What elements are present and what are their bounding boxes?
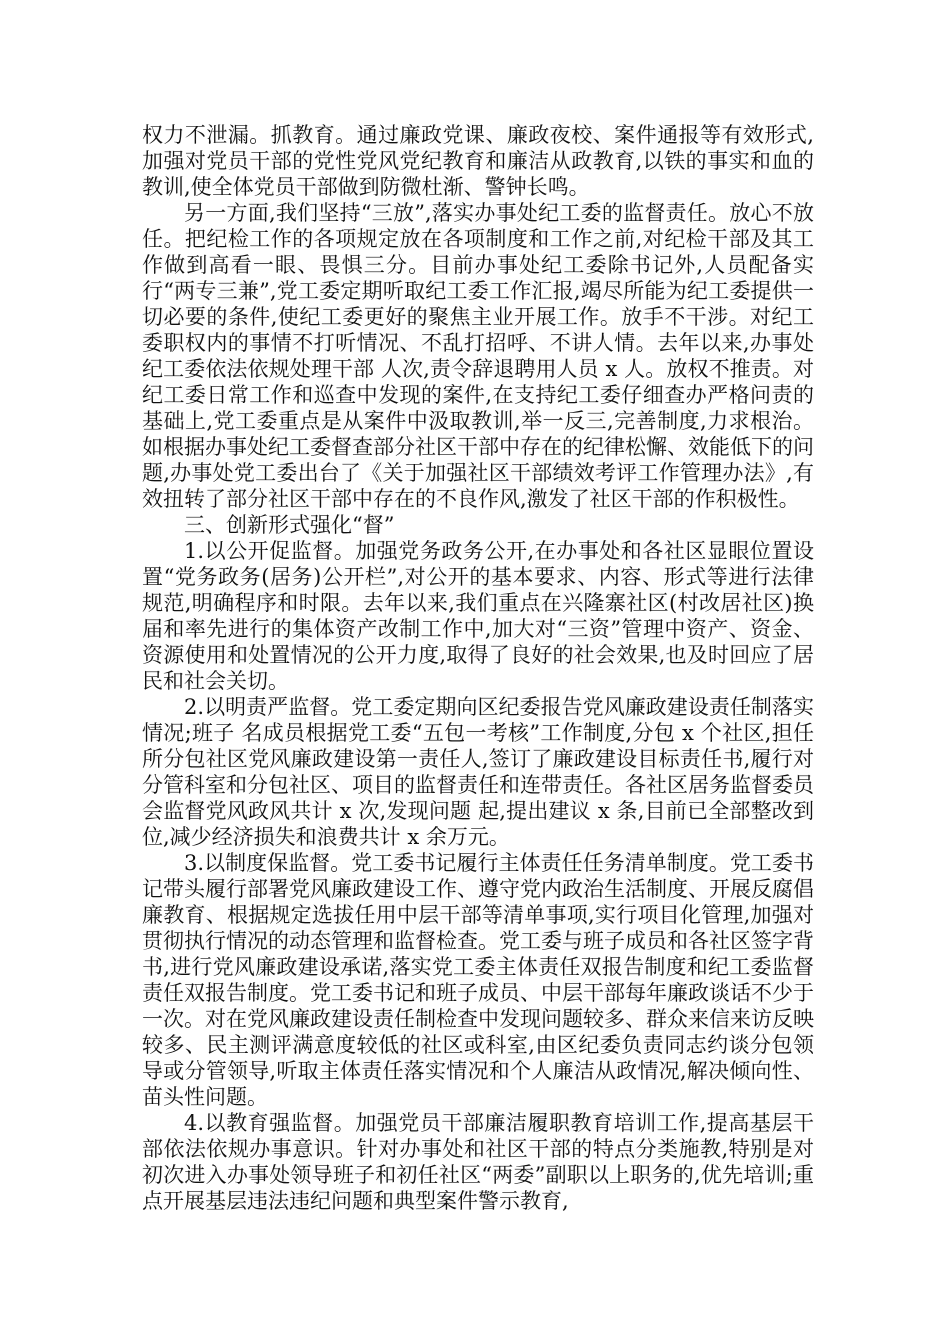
paragraph-1: 权力不泄漏。抓教育。通过廉政党课、廉政夜校、案件通报等有效形式,加强对党员干部的党性党风党纪教育和廉洁从政教育,以铁的事实和血的教训,使全体党员干部做到防微杜渐、警钟长鸣。	[142, 123, 814, 199]
paragraph-2: 另一方面,我们坚持“三放”,落实办事处纪工委的监督责任。放心不放任。把纪检工作的各项规定放在各项制度和工作之前,对纪检干部及其工作做到高看一眼、畏惧三分。目前办事处纪工委除书记外,人员配备实行“两专三兼”,党工委定期听取纪工委工作汇报,竭尽所能为纪工委提供一切必要的条件,使纪工委更好的聚焦主业开展工作。放手不干涉。对纪工委职权内的事情不打听情况、不乱打招呼、不讲人情。去年以来,办事处纪工委依法依规处理干部 人次,责令辞退聘用人员 x 人。放权不推责。对纪工委日常工作和巡查中发现的案件,在支持纪工委仔细查办严格问责的基础上,党工委重点是从案件中汲取教训,举一反三,完善制度,力求根治。如根据办事处纪工委督查部分社区干部中存在的纪律松懈、效能低下的问题,办事处党工委出台了《关于加强社区干部绩效考评工作管理办法》,有效扭转了部分社区干部中存在的不良作风,激发了社区干部的作积极性。	[142, 201, 814, 511]
section-heading-3: 三、创新形式强化“督”	[184, 513, 395, 537]
paragraph-item-2: 2.以明责严监督。党工委定期向区纪委报告党风廉政建设责任制落实情况;班子 名成员根据党工委“五包一考核”工作制度,分包 x 个社区,担任所分包社区党风廉政建设第一责任人,签订了廉政建设目标责任书,履行对分管科室和分包社区、项目的监督责任和连带责任。各社区居务监督委员会监督党风政风共计 x 次,发现问题 起,提出建议 x 条,目前已全部整改到位,减少经济损失和浪费共计 x 余万元。	[142, 695, 814, 849]
paragraph-item-3: 3.以制度保监督。党工委书记履行主体责任任务清单制度。党工委书记带头履行部署党风廉政建设工作、遵守党内政治生活制度、开展反腐倡廉教育、根据规定选拔任用中层干部等清单事项,实行项目化管理,加强对贯彻执行情况的动态管理和监督检查。党工委与班子成员和各社区签字背书,进行党风廉政建设承诺,落实党工委主体责任双报告制度和纪工委监督责任双报告制度。党工委书记和班子成员、中层干部每年廉政谈话不少于一次。对在党风廉政建设责任制检查中发现问题较多、群众来信来访反映较多、民主测评满意度较低的社区或科室,由区纪委负责同志约谈分包领导或分管领导,听取主体责任落实情况和个人廉洁从政情况,解决倾向性、苗头性问题。	[142, 851, 814, 1109]
document-body	[142, 122, 814, 1214]
paragraph-item-1: 1.以公开促监督。加强党务政务公开,在办事处和各社区显眼位置设置“党务政务(居务)公开栏”,对公开的基本要求、内容、形式等进行法律规范,明确程序和时限。去年以来,我们重点在兴隆寨社区(村改居社区)换届和率先进行的集体资产改制工作中,加大对“三资”管理中资产、资金、资源使用和处置情况的公开力度,取得了良好的社会效果,也及时回应了居民和社会关切。	[142, 539, 814, 693]
paragraph-item-4: 4.以教育强监督。加强党员干部廉洁履职教育培训工作,提高基层干部依法依规办事意识。针对办事处和社区干部的特点分类施教,特别是对初次进入办事处领导班子和初任社区“两委”副职以上职务的,优先培训;重点开展基层违法违纪问题和典型案件警示教育,	[142, 1111, 814, 1213]
